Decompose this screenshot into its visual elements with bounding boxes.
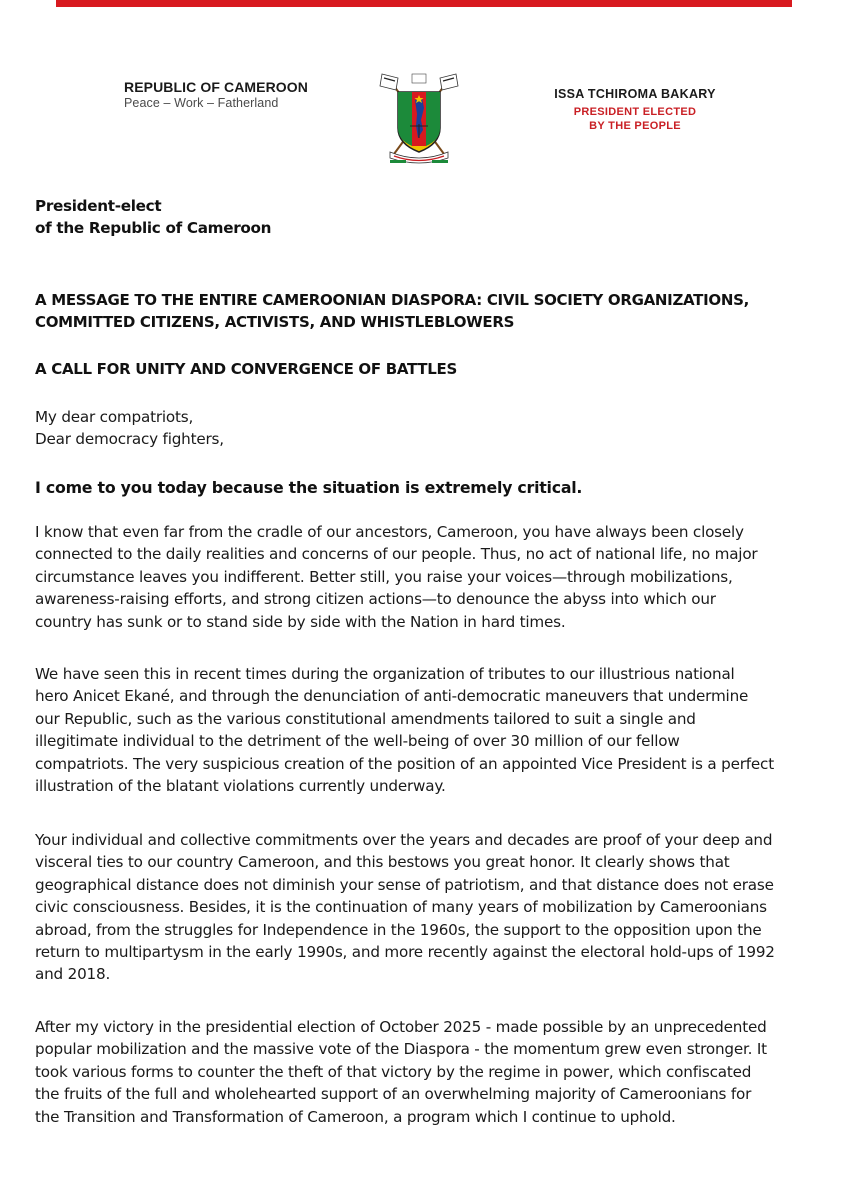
- body-paragraph-2: [35, 663, 825, 797]
- paragraph-line: After my victory in the presidential election of October 2025 - made possible by an unprecedented: [35, 1018, 767, 1036]
- paragraph-line: illustration of the blatant violations currently underway.: [35, 777, 446, 796]
- paragraph-line: country has sunk or to stand side by side with the Nation in hard times.: [35, 612, 566, 631]
- greeting: [35, 406, 825, 451]
- paragraph-line: the Transition and Transformation of Cameroon, a program which I continue to uphold.: [35, 1107, 676, 1126]
- president-elected-label: [520, 105, 750, 133]
- greeting-line-1: My dear compatriots,: [35, 408, 194, 426]
- republic-title: REPUBLIC OF CAMEROON: [124, 79, 308, 95]
- paragraph-line: connected to the daily realities and concerns of our people. Thus, no act of national life, no major: [35, 545, 758, 564]
- president-elected-line-2: BY THE PEOPLE: [589, 120, 681, 132]
- lead-statement: [35, 477, 825, 499]
- paragraph-line: and 2018.: [35, 965, 111, 984]
- paragraph-line: I know that even far from the cradle of our ancestors, Cameroon, you have always been closely: [35, 523, 744, 541]
- paragraph-line: civic consciousness. Besides, it is the continuation of many years of mobilization by Cameroonians: [35, 898, 767, 917]
- letterhead-left: [124, 79, 344, 110]
- document-subtitle: [35, 358, 825, 380]
- paragraph-line: return to multipartysm in the early 1990s, and more recently against the electoral hold-ups of 1992: [35, 943, 775, 962]
- paragraph-line: hero Anicet Ekané, and through the denunciation of anti-democratic maneuvers that undermine: [35, 687, 749, 706]
- paragraph-line: awareness-raising efforts, and strong citizen actions—to denounce the abyss into which our: [35, 590, 716, 609]
- paragraph-line: We have seen this in recent times during the organization of tributes to our illustrious national: [35, 665, 735, 683]
- body-paragraph-3: [35, 829, 825, 986]
- letterhead-right: [520, 87, 750, 133]
- paragraph-line: visceral ties to our country Cameroon, and this bestows you great honor. It clearly shows that: [35, 853, 730, 872]
- document-title: [35, 289, 825, 334]
- top-accent-bar: [56, 0, 792, 7]
- president-name: ISSA TCHIROMA BAKARY: [554, 87, 716, 101]
- paragraph-line: circumstance leaves you indifferent. Better still, you raise your voices—through mobilizations,: [35, 567, 733, 586]
- paragraph-line: geographical distance does not diminish your sense of patriotism, and that distance does not erase: [35, 875, 774, 894]
- paragraph-line: took various forms to counter the theft of that victory by the regime in power, which confiscated: [35, 1062, 752, 1081]
- title-line-1: A MESSAGE TO THE ENTIRE CAMEROONIAN DIASPORA: CIVIL SOCIETY ORGANIZATIONS,: [35, 291, 749, 309]
- body-paragraph-1: [35, 521, 825, 633]
- paragraph-line: abroad, from the struggles for Independence in the 1960s, the support to the opposition upon the: [35, 920, 762, 939]
- president-elected-line-1: PRESIDENT ELECTED: [573, 106, 697, 118]
- paragraph-line: popular mobilization and the massive vote of the Diaspora - the momentum grew even stronger. It: [35, 1040, 767, 1059]
- greeting-line-2: Dear democracy fighters,: [35, 430, 224, 449]
- sender-block: [35, 195, 825, 239]
- paragraph-line: Your individual and collective commitments over the years and decades are proof of your deep and: [35, 831, 773, 849]
- sender-line-2: of the Republic of Cameroon: [35, 219, 272, 237]
- sender-line-1: President-elect: [35, 197, 162, 215]
- paragraph-line: compatriots. The very suspicious creation of the position of an appointed Vice President is a perfect: [35, 754, 774, 773]
- coat-of-arms-icon: [376, 68, 462, 166]
- paragraph-line: the fruits of the full and wholehearted support of an overwhelming majority of Cameroonians for: [35, 1085, 752, 1104]
- body-paragraph-4: [35, 1016, 825, 1128]
- title-line-2: COMMITTED CITIZENS, ACTIVISTS, AND WHISTLEBLOWERS: [35, 313, 515, 332]
- lead-line: I come to you today because the situation is extremely critical.: [35, 478, 583, 497]
- national-motto: Peace – Work – Fatherland: [124, 96, 279, 110]
- paragraph-line: illegitimate individual to the detriment of the well-being of over 30 million of our fellow: [35, 732, 680, 751]
- paragraph-line: our Republic, such as the various constitutional amendments tailored to suit a single and: [35, 709, 696, 728]
- subtitle-line: A CALL FOR UNITY AND CONVERGENCE OF BATTLES: [35, 360, 457, 378]
